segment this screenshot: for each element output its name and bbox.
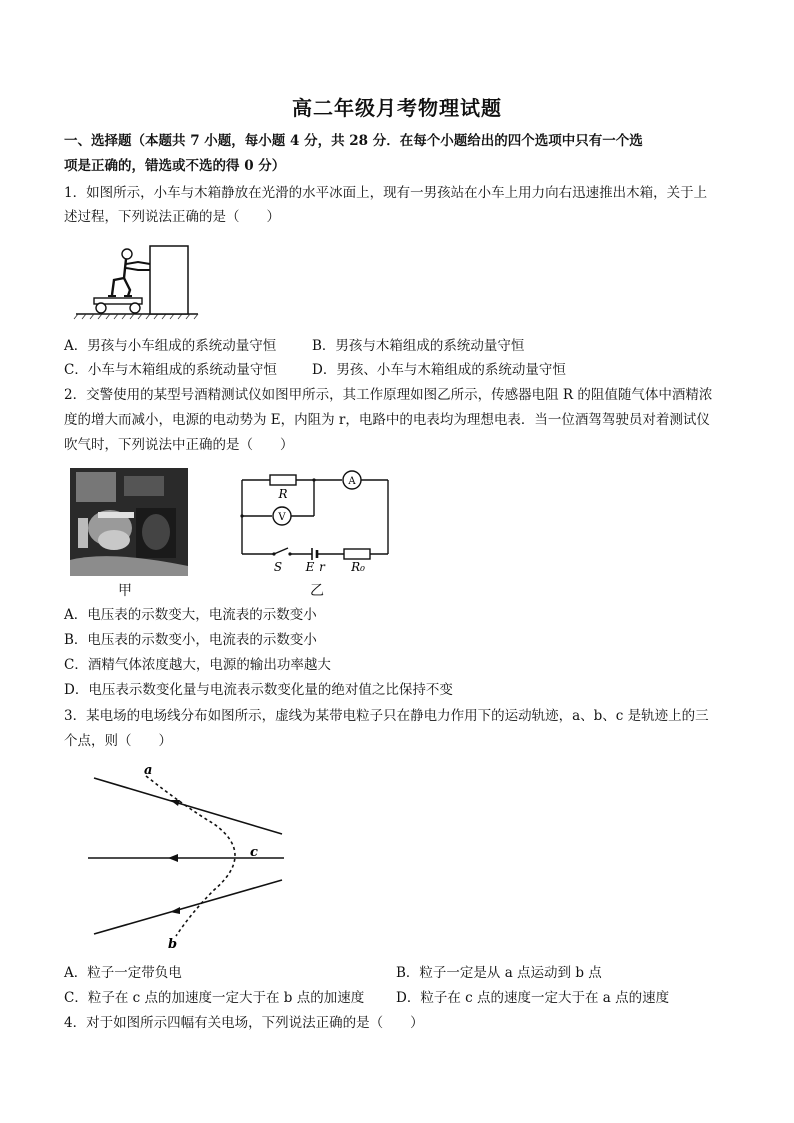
q2-stem-line1: 2．交警使用的某型号酒精测试仪如图甲所示，其工作原理如图乙所示，传感器电阻 R 的阻值随气体中酒精浓 bbox=[64, 387, 713, 403]
ammeter-label: A bbox=[348, 476, 356, 487]
q1-stem-line2: 述过程，下列说法正确的是（ ） bbox=[64, 209, 280, 225]
q1-option-d[interactable]: D．男孩、小车与木箱组成的系统动量守恒 bbox=[312, 362, 566, 378]
q3-stem-line2: 个点，则（ ） bbox=[64, 733, 172, 749]
q3-figure-field-lines bbox=[84, 764, 294, 952]
q2-figure-yi-circuit bbox=[236, 470, 398, 574]
q2-fig-yi-caption: 乙 bbox=[310, 583, 324, 599]
q2-stem-line2: 度的增大而减小，电源的电动势为 E，内阻为 r，电路中的电表均为理想电表．当一位酒驾驾驶员对着测试仪 bbox=[64, 412, 710, 428]
q2-stem-line3: 吹气时，下列说法中正确的是（ ） bbox=[64, 437, 294, 453]
q2-option-d[interactable]: D．电压表示数变化量与电流表示数变化量的绝对值之比保持不变 bbox=[64, 682, 453, 698]
q3-option-d[interactable]: D．粒子在 c 点的速度一定大于在 a 点的速度 bbox=[396, 990, 670, 1006]
page-title: 高二年级月考物理试题 bbox=[292, 96, 502, 120]
q3-option-a[interactable]: A．粒子一定带负电 bbox=[64, 965, 182, 981]
point-c-label: c bbox=[250, 845, 258, 860]
q3-option-b[interactable]: B．粒子一定是从 a 点运动到 b 点 bbox=[396, 965, 602, 981]
voltmeter-label: V bbox=[278, 512, 286, 523]
q1-option-a[interactable]: A．男孩与小车组成的系统动量守恒 bbox=[64, 338, 277, 354]
label-r0: R₀ bbox=[351, 560, 365, 574]
label-small-r: r bbox=[319, 560, 325, 574]
q2-option-c[interactable]: C．酒精气体浓度越大，电源的输出功率越大 bbox=[64, 657, 331, 673]
q1-figure-boy-cart-box bbox=[68, 240, 208, 322]
label-r: R bbox=[278, 487, 288, 501]
q3-stem-line1: 3．某电场的电场线分布如图所示，虚线为某带电粒子只在静电力作用下的运动轨迹，a、b、c 是轨迹上的三 bbox=[64, 708, 709, 724]
q2-fig-jia-caption: 甲 bbox=[118, 583, 132, 599]
q3-option-c[interactable]: C．粒子在 c 点的加速度一定大于在 b 点的加速度 bbox=[64, 990, 365, 1006]
label-s: S bbox=[273, 560, 283, 574]
q2-option-a[interactable]: A．电压表的示数变大，电流表的示数变小 bbox=[64, 607, 317, 623]
section-heading-line1: 一、选择题（本题共 7 小题，每小题 4 分，共 28 分．在每个小题给出的四个选项中只有一个选 bbox=[64, 133, 643, 149]
label-e: E bbox=[305, 560, 315, 574]
q2-figure-jia-photo bbox=[70, 468, 190, 576]
point-b-label: b bbox=[168, 937, 178, 952]
point-a-label: a bbox=[144, 764, 153, 778]
q4-stem-line1: 4．对于如图所示四幅有关电场，下列说法正确的是（ ） bbox=[64, 1015, 424, 1031]
section-heading-line2: 项是正确的，错选或不选的得 0 分） bbox=[64, 158, 286, 174]
q2-option-b[interactable]: B．电压表的示数变小，电流表的示数变小 bbox=[64, 632, 317, 648]
q1-option-b[interactable]: B．男孩与木箱组成的系统动量守恒 bbox=[312, 338, 525, 354]
q1-stem-line1: 1．如图所示，小车与木箱静放在光滑的水平冰面上，现有一男孩站在小车上用力向右迅速推出木箱，关于上 bbox=[64, 185, 708, 201]
q1-option-c[interactable]: C．小车与木箱组成的系统动量守恒 bbox=[64, 362, 277, 378]
